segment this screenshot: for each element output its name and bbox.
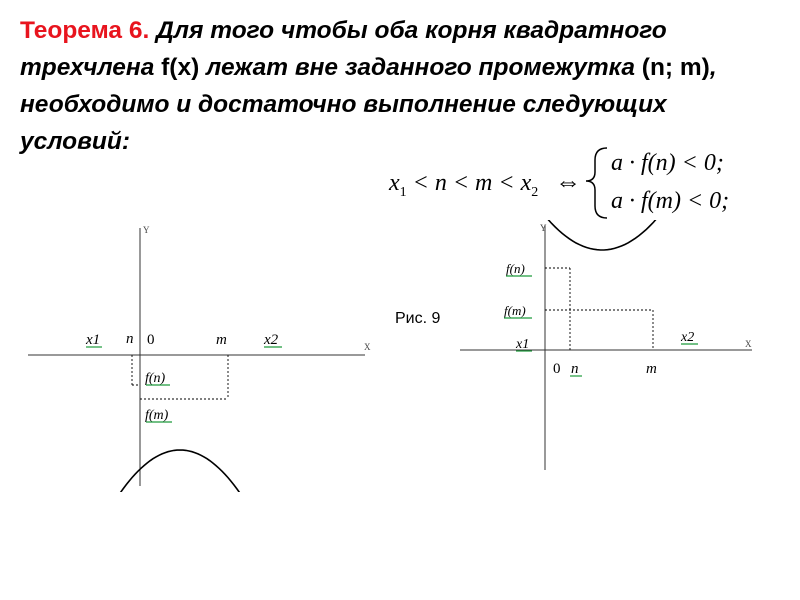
label-fn: f(n)	[506, 261, 525, 276]
label-m: m	[646, 361, 657, 377]
theorem-text	[20, 12, 780, 160]
label-x1: x1	[516, 337, 530, 352]
condition-formula	[385, 142, 770, 220]
label-zero: 0	[553, 361, 561, 377]
y-axis-label: Y	[143, 225, 150, 235]
theorem-body-3: , необходимо и достаточно выполнение следующих условий:	[20, 54, 717, 155]
label-m: m	[216, 332, 227, 348]
graph-downward-parabola	[450, 220, 770, 475]
theorem-body-2: лежат вне заданного промежутка	[199, 54, 642, 81]
x-axis-label: X	[364, 342, 371, 352]
theorem-fx: f(x)	[161, 54, 200, 81]
graph-upward-parabola	[20, 222, 380, 492]
label-fm: f(m)	[145, 408, 169, 423]
label-n: n	[126, 331, 134, 347]
parabola-curve	[496, 220, 705, 250]
theorem-label: Теорема 6.	[20, 17, 150, 44]
figure-caption: Рис. 9	[395, 310, 441, 327]
label-zero: 0	[147, 332, 155, 348]
formula-x1: $x_1 < n < m < x_2$	[389, 170, 539, 200]
label-fn: f(n)	[145, 371, 166, 386]
y-axis-label: Y	[540, 223, 547, 233]
condition-fm: a · f(m) < 0;	[611, 188, 730, 214]
theorem-interval: (n; m)	[641, 54, 710, 81]
label-x2: x2	[264, 332, 279, 348]
label-fm: f(m)	[504, 303, 526, 318]
parabola-curve	[93, 450, 273, 492]
equivalence-arrow: ⇔	[555, 167, 581, 196]
x-axis-label: X	[745, 339, 752, 349]
label-n: n	[571, 361, 579, 377]
condition-fn: a · f(n) < 0;	[611, 150, 724, 176]
theorem-body-1: Для того чтобы оба корня квадратного трехчлена	[20, 17, 667, 81]
label-x1: x1	[86, 332, 101, 348]
label-x2: x2	[681, 330, 695, 345]
